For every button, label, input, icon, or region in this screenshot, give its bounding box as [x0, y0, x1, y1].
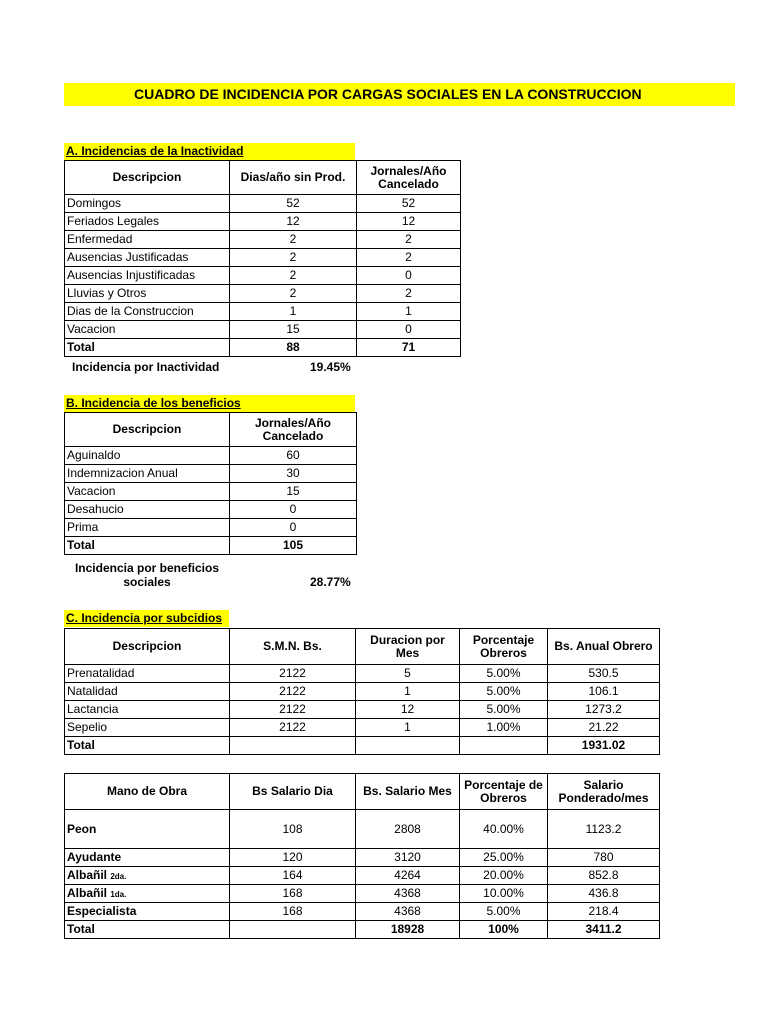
table-row: Ausencias Justificadas 2 2 — [65, 249, 461, 267]
subsidies-table — [64, 628, 660, 755]
benefits-incidence-value: 28.77% — [310, 575, 351, 589]
inactivity-table — [64, 160, 461, 357]
section-b-heading: B. Incidencia de los beneficios — [64, 395, 355, 412]
table-row: Lactancia 2122 12 5.00% 1273.2 — [65, 701, 660, 719]
header-cell: Bs Salario Dia — [230, 774, 356, 810]
table-header-row — [65, 629, 660, 665]
table-row: Dias de la Construccion 1 1 — [65, 303, 461, 321]
table-row: Sepelio 2122 1 1.00% 21.22 — [65, 719, 660, 737]
header-cell: Porcentaje Obreros — [460, 629, 548, 665]
table-row: Domingos 52 52 — [65, 195, 461, 213]
total-row: Total 105 — [65, 537, 357, 555]
header-cell: Porcentaje de Obreros — [460, 774, 548, 810]
table-row: Lluvias y Otros 2 2 — [65, 285, 461, 303]
table-row: Ausencias Injustificadas 2 0 — [65, 267, 461, 285]
header-cell: Salario Ponderado/mes — [548, 774, 660, 810]
section-c-heading: C. Incidencia por subcidios — [64, 610, 229, 627]
total-row: Total 88 71 — [65, 339, 461, 357]
header-cell: Descripcion — [65, 161, 230, 195]
table-row: Indemnizacion Anual 30 — [65, 465, 357, 483]
section-a-heading: A. Incidencias de la Inactividad — [64, 143, 355, 160]
table-row: Aguinaldo 60 — [65, 447, 357, 465]
header-cell: Jornales/Año Cancelado — [357, 161, 461, 195]
benefits-table — [64, 412, 357, 555]
page-title — [64, 83, 735, 106]
table-row: Peon 108 2808 40.00% 1123.2 — [65, 810, 660, 849]
table-row: Vacacion 15 — [65, 483, 357, 501]
table-row: Vacacion 15 0 — [65, 321, 461, 339]
page-title-text: CUADRO DE INCIDENCIA POR CARGAS SOCIALES EN LA CONSTRUCCION — [134, 86, 642, 102]
table-row: Feriados Legales 12 12 — [65, 213, 461, 231]
benefits-incidence-label: Incidencia por beneficios sociales — [74, 561, 220, 589]
table-header-row — [65, 774, 660, 810]
header-cell: Mano de Obra — [65, 774, 230, 810]
table-row: Albañil 2da. 164 4264 20.00% 852.8 — [65, 867, 660, 885]
table-row: Albañil 1da. 168 4368 10.00% 436.8 — [65, 885, 660, 903]
total-row: Total 18928 100% 3411.2 — [65, 921, 660, 939]
inactivity-incidence-value: 19.45% — [310, 360, 351, 374]
table-row: Natalidad 2122 1 5.00% 106.1 — [65, 683, 660, 701]
header-cell: Duracion por Mes — [356, 629, 460, 665]
table-row: Desahucio 0 — [65, 501, 357, 519]
table-row: Especialista 168 4368 5.00% 218.4 — [65, 903, 660, 921]
header-cell: Descripcion — [65, 413, 230, 447]
table-row: Enfermedad 2 2 — [65, 231, 461, 249]
inactivity-incidence-label: Incidencia por Inactividad — [72, 360, 220, 374]
header-cell: Bs. Salario Mes — [356, 774, 460, 810]
labor-table — [64, 773, 660, 939]
table-header-row — [65, 161, 461, 195]
table-header-row — [65, 413, 357, 447]
table-row: Prima 0 — [65, 519, 357, 537]
header-cell: S.M.N. Bs. — [230, 629, 356, 665]
table-row: Ayudante 120 3120 25.00% 780 — [65, 849, 660, 867]
header-cell: Bs. Anual Obrero — [548, 629, 660, 665]
header-cell: Jornales/Año Cancelado — [230, 413, 357, 447]
header-cell: Descripcion — [65, 629, 230, 665]
total-row: Total 1931.02 — [65, 737, 660, 755]
table-row: Prenatalidad 2122 5 5.00% 530.5 — [65, 665, 660, 683]
header-cell: Dias/año sin Prod. — [230, 161, 357, 195]
